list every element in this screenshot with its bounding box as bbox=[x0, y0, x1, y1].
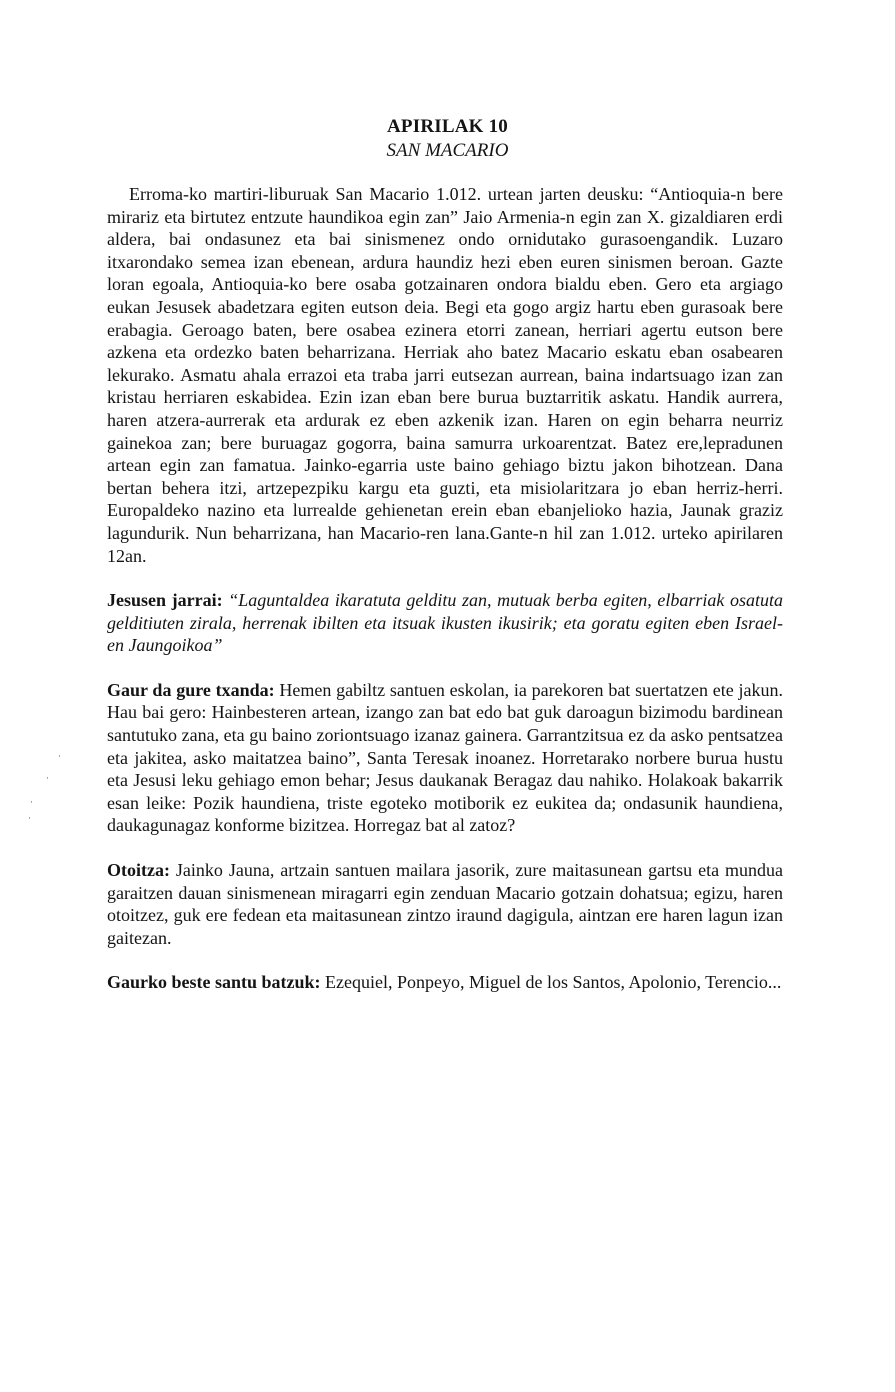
gaur-da-gure-txanda-label: Gaur da gure txanda: bbox=[107, 679, 275, 700]
intro-paragraph: Erroma-ko martiri-liburuak San Macario 1.012. urtean jarten deusku: “Antioquia-n bere mirariz eta birtutez entzute haundikoa egin zan” Jaio Armenia-n egin zan X. gizaldiaren erdi aldera, bai ondasunez eta bai sinismenez ondo ornidutako gurasoengandik. Luzaro itxarondako semea izan ebenean, ardura haundiz hezi eben euren sinismen beroan. Gazte loran egoala, Antioquia-ko bere osaba gotzainaren ondora bialdu eben. Gero eta argiago eukan Jesusek abadetzara egiten eutson deia. Begi eta gogo argiz hartu eben gurasoak bere erabagia. Geroago baten, bere osabea ezinera etorri zanean, herriari agertu eutson bere azkena eta ordezko baten beharrizana. Herriak aho batez Macario eskatu eban osabearen lekurako. Asmatu ahala errazoi eta traba jarri eutsezan aurrean, baina indartsuago izan zan kristau herriaren eskabidea. Ezin izan eban bere burua buztarritik askatu. Handik aurrera, haren atzera-aurrerak eta ardurak ez eben azkenik izan. Haren on egin beharra neurriz gainekoa zan; bere buruagaz gogorra, baina samurra urkoarentzat. Batez ere,lepradunen artean egin zan famatua. Jainko-egarria uste baino gehiago biztu jakon bihotzean. Dana bertan behera itzi, artzepezpiku kargu eta guzti, eta misiolaritzara jo eban herriz-herri. Europaldeko nazino eta lurrealde gehienetan erein eban ebanjelioko hazia, Jaunak graziz lagundurik. Nun beharrizana, han Macario-ren lana.Gante-n hil zan 1.012. urteko apirilaren 12an. bbox=[107, 184, 783, 566]
beste-santu-text: Ezequiel, Ponpeyo, Miguel de los Santos, Apolonio, Terencio... bbox=[325, 972, 782, 993]
otoitza-text: Jainko Jauna, artzain santuen mailara jasorik, zure maitasunean gartsu eta mundua garaitzen dauan sinismenean miragarri egin zenduan Macario gotzain dohatsua; egizu, haren otoitzez, guk ere fedean eta maitasunean zintzo iraund dagigula, aintzan ere haren lagun izan gaitezan. bbox=[107, 860, 784, 948]
otoitza-label: Otoitza: bbox=[107, 860, 170, 881]
jesusen-jarrai-label: Jesusen jarrai: bbox=[107, 590, 223, 611]
otoitza-paragraph bbox=[107, 859, 783, 949]
scan-speck: · bbox=[58, 752, 61, 762]
scan-speck: · bbox=[46, 774, 49, 784]
saint-name: SAN MACARIO bbox=[386, 140, 509, 161]
gaur-da-gure-txanda-text: Hemen gabiltz santuen eskolan, ia parekoren bat suertatzen ete jakun. Hau bai gero: Hainbesteren artean, izango zan bat edo bat guk daroagun bizimodu bardinean santutuko zana, eta gu baino zoriontsuago izanaz gainera. Garrantzitsua ez da asko pentsatzea eta jakitea, asko maitatzea baino”, Santa Teresak inoanez. Horretarako norbere burua hustu eta Jesusi leku gehiago emon behar; Jesus daukanak Beragaz dau nahiko. Holakoak bakarrik esan leike: Pozik haundiena, triste egoteko motiborik ez eukitea da; ondasunik haundiena, daukagunagaz konforme bizitzea. Horregaz bat al zatoz? bbox=[107, 679, 784, 836]
scan-speck: · bbox=[30, 798, 33, 808]
document-body bbox=[107, 183, 783, 1016]
gaur-da-gure-txanda-paragraph bbox=[107, 679, 783, 837]
jesusen-jarrai-text: “Laguntaldea ikaratuta gelditu zan, mutuak berba egiten, elbarriak osatuta gelditiuten zirala, herrenak ibilten eta itsuak ikusten ikusirik; eta goratu egiten eben Israel-en Jaungoikoa” bbox=[107, 590, 784, 656]
scan-specks bbox=[28, 752, 68, 842]
jesusen-jarrai-paragraph bbox=[107, 589, 783, 657]
page-title: APIRILAK 10 bbox=[387, 116, 508, 137]
beste-santu-label: Gaurko beste santu batzuk: bbox=[107, 972, 321, 993]
scan-speck: · bbox=[28, 814, 31, 824]
page-header bbox=[0, 115, 895, 163]
beste-santu-paragraph bbox=[107, 971, 783, 994]
